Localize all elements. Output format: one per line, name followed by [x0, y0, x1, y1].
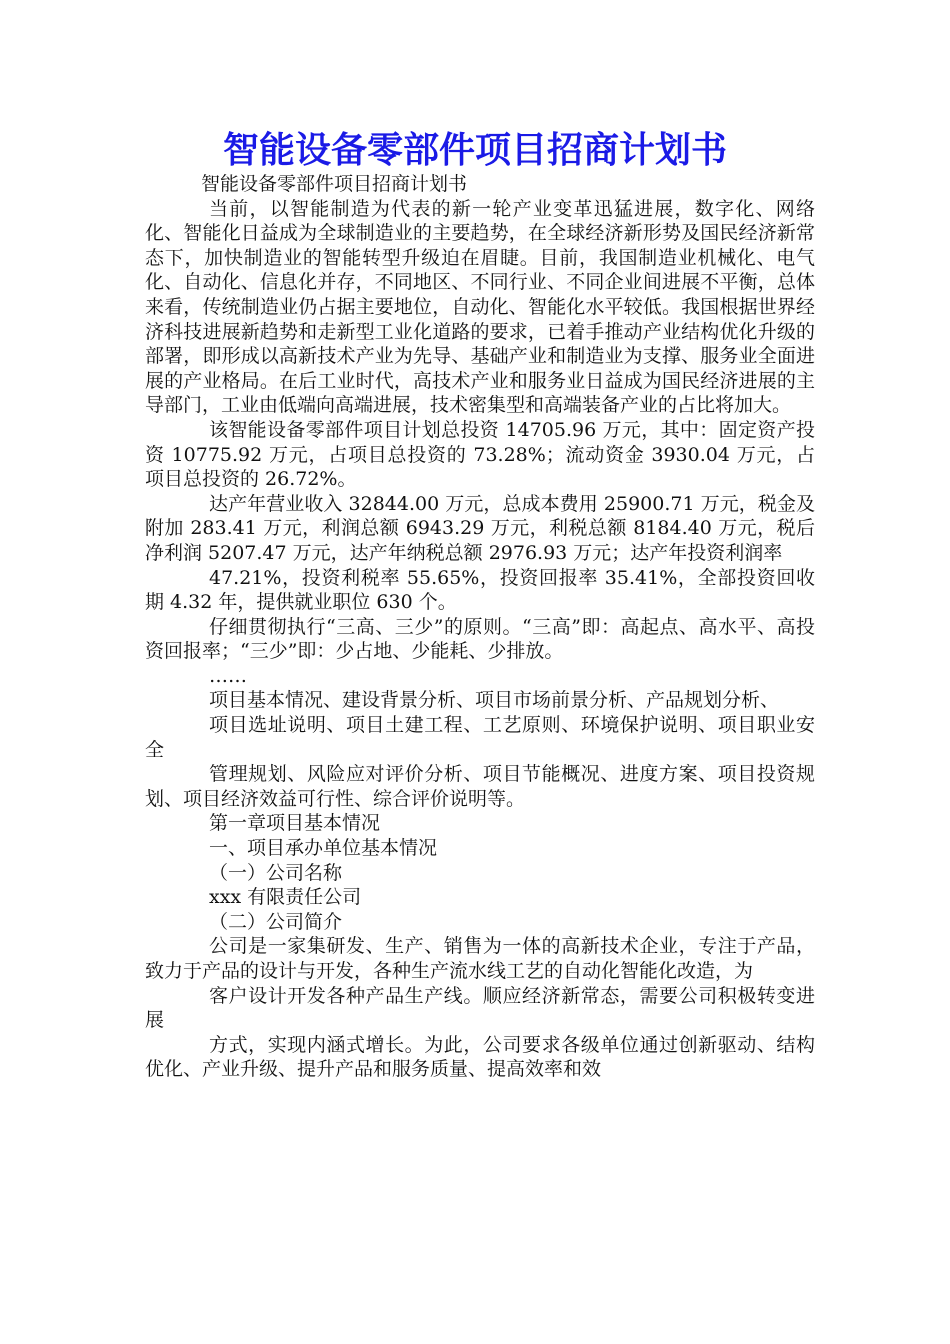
subsection-company-name: （一）公司名称 — [209, 861, 343, 884]
company-profile-paragraph-2: 客户设计开发各种产品生产线。顺应经济新常态，需要公司积极转变进展 — [145, 984, 815, 1032]
contents-paragraph-3: 管理规划、风险应对评价分析、项目节能概况、进度方案、项目投资规划、项目经济效益可行性、综合评价说明等。 — [145, 763, 815, 810]
document-title: 智能设备零部件项目招商计划书 — [222, 129, 727, 171]
document-body — [145, 172, 815, 1082]
chapter-heading: 第一章项目基本情况 — [209, 812, 381, 835]
ellipsis-paragraph: …… — [209, 664, 247, 687]
company-profile-paragraph-1: 公司是一家集研发、生产、销售为一体的高新技术企业，专注于产品，致力于产品的设计与开发，各种生产流水线工艺的自动化智能化改造，为 — [145, 935, 815, 982]
section-heading: 一、项目承办单位基本情况 — [209, 837, 438, 860]
contents-paragraph-1: 项目基本情况、建设背景分析、项目市场前景分析、产品规划分析、 — [209, 689, 780, 712]
contents-paragraph-2: 项目选址说明、项目土建工程、工艺原则、环境保护说明、项目职业安全 — [145, 714, 815, 761]
investment-paragraph: 该智能设备零部件项目计划总投资 14705.96 万元，其中：固定资产投资 10775.92 万元，占项目总投资的 73.28%；流动资金 3930.04 万元，占项目总投资的 26.72%。 — [145, 418, 815, 491]
company-profile-paragraph-3: 方式，实现内涵式增长。为此，公司要求各级单位通过创新驱动、结构优化、产业升级、提升产品和服务质量、提高效率和效 — [145, 1033, 815, 1081]
subsection-company-profile: （二）公司简介 — [209, 910, 343, 933]
subtitle-paragraph: 智能设备零部件项目招商计划书 — [201, 173, 468, 195]
principle-paragraph: 仔细贯彻执行“三高、三少”的原则。“三高”即：高起点、高水平、高投资回报率；“三少”即：少占地、少能耗、少排放。 — [145, 615, 815, 663]
returns-paragraph: 47.21%，投资利税率 55.65%，投资回报率 35.41%，全部投资回收期 4.32 年，提供就业职位 630 个。 — [145, 566, 815, 614]
company-name: xxx 有限责任公司 — [209, 886, 362, 909]
revenue-paragraph: 达产年营业收入 32844.00 万元，总成本费用 25900.71 万元，税金及附加 283.41 万元，利润总额 6943.29 万元，利税总额 8184.40 万元，税后净利润 5207.47 万元，达产年纳税总额 2976.93 万元；达产年投资利润率 — [145, 492, 815, 564]
intro-paragraph: 当前，以智能制造为代表的新一轮产业变革迅猛进展，数字化、网络化、智能化日益成为全球制造业的主要趋势，在全球经济新形势及国民经济新常态下，加快制造业的智能转型升级迫在眉睫。目前，我国制造业机械化、电气化、自动化、信息化并存，不同地区、不同行业、不同企业间进展不平衡，总体来看，传统制造业仍占据主要地位，自动化、智能化水平较低。我国根据世界经济科技进展新趋势和走新型工业化道路的要求，已着手推动产业结构优化升级的部署，即形成以高新技术产业为先导、基础产业和制造业为支撑、服务业全面进展的产业格局。在后工业时代，高技术产业和服务业日益成为国民经济进展的主导部门，工业由低端向高端进展，技术密集型和高端装备产业的占比将加大。 — [145, 197, 815, 417]
